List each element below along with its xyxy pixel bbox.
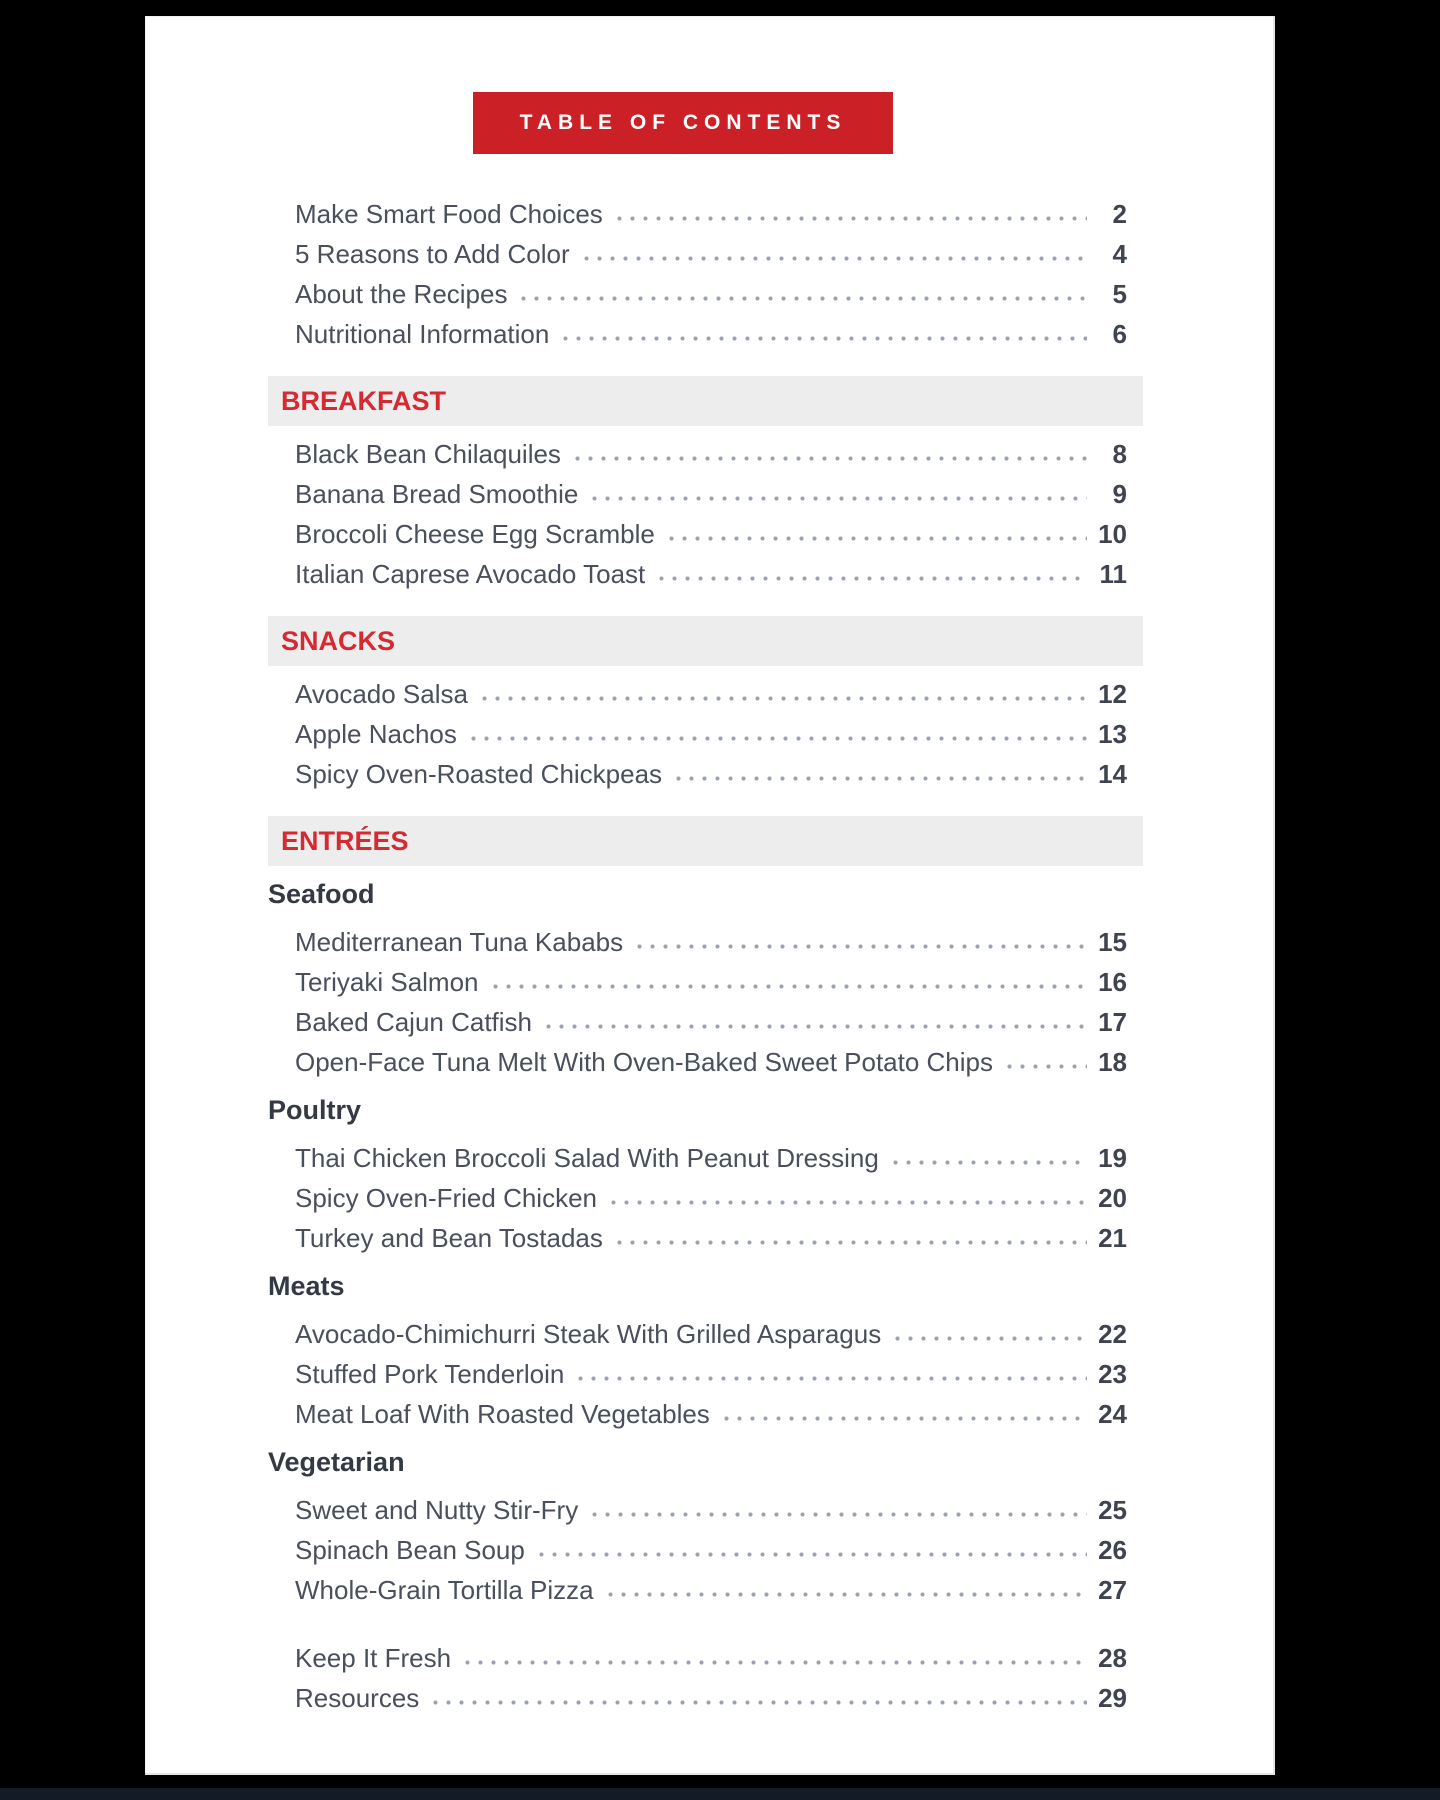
toc-entry-title: Sweet and Nutty Stir-Fry — [295, 1494, 579, 1525]
toc-entry — [268, 1314, 1143, 1354]
toc-entry — [268, 274, 1143, 314]
dot-leader — [672, 754, 1087, 794]
toc-entry — [268, 434, 1143, 474]
toc-entry — [268, 554, 1143, 594]
toc-entry-page-number: 22 — [1098, 1318, 1127, 1349]
dot-leader — [571, 434, 1087, 474]
toc-entry-page-number: 21 — [1098, 1222, 1127, 1253]
dot-leader — [891, 1314, 1087, 1354]
dot-leader — [535, 1530, 1087, 1570]
toc-entry-title: Stuffed Pork Tenderloin — [295, 1358, 565, 1389]
toc-entry — [268, 1678, 1143, 1718]
dot-leader — [588, 1490, 1087, 1530]
toc-entry-title: Thai Chicken Broccoli Salad With Peanut Dressing — [295, 1142, 879, 1173]
toc-entry-page-number: 13 — [1098, 718, 1127, 749]
dot-leader — [574, 1354, 1087, 1394]
toc-entry-title: Mediterranean Tuna Kababs — [295, 926, 624, 957]
toc-entry-page-number: 15 — [1098, 926, 1127, 957]
toc-entry — [268, 754, 1143, 794]
toc-entry-title: About the Recipes — [295, 278, 508, 309]
dot-leader — [889, 1138, 1087, 1178]
dot-leader — [559, 314, 1087, 354]
toc-entry — [268, 1394, 1143, 1434]
toc-entry-title: 5 Reasons to Add Color — [295, 238, 570, 269]
toc-entry-title: Turkey and Bean Tostadas — [295, 1222, 603, 1253]
subsection-title: Vegetarian — [268, 1446, 405, 1477]
dot-leader — [429, 1678, 1087, 1718]
toc-entry-page-number: 29 — [1098, 1682, 1127, 1713]
dot-leader — [613, 194, 1087, 234]
dot-leader — [588, 474, 1087, 514]
subsection-title: Seafood — [268, 878, 375, 909]
dot-leader — [517, 274, 1087, 314]
toc-entry-group — [268, 1138, 1143, 1258]
toc-entry — [268, 514, 1143, 554]
toc-entry-page-number: 11 — [1099, 558, 1127, 589]
toc-entry-page-number: 12 — [1098, 678, 1127, 709]
toc-entry-page-number: 19 — [1098, 1142, 1127, 1173]
toc-entry-page-number: 27 — [1098, 1574, 1127, 1605]
toc-entry — [268, 1490, 1143, 1530]
dot-leader — [542, 1002, 1087, 1042]
toc-entry-group — [268, 194, 1143, 354]
section-title: SNACKS — [281, 625, 396, 656]
toc-entry — [268, 1042, 1143, 1082]
toc-entry — [268, 1638, 1143, 1678]
section-header-bar — [268, 616, 1143, 666]
toc-entry-page-number: 17 — [1098, 1006, 1127, 1037]
toc-entry-page-number: 8 — [1112, 438, 1127, 469]
toc-entry-page-number: 24 — [1098, 1398, 1127, 1429]
section-title: ENTRÉES — [281, 825, 409, 856]
toc-entry-page-number: 14 — [1098, 758, 1127, 789]
toc-entry-title: Nutritional Information — [295, 318, 550, 349]
toc-entry-page-number: 9 — [1112, 478, 1127, 509]
toc-entry — [268, 1570, 1143, 1610]
dot-leader — [1003, 1042, 1087, 1082]
toc-entry — [268, 474, 1143, 514]
toc-entry-group — [268, 922, 1143, 1082]
toc-entry-title: Whole-Grain Tortilla Pizza — [295, 1574, 594, 1605]
toc-entry-title: Spinach Bean Soup — [295, 1534, 525, 1565]
toc-entry — [268, 714, 1143, 754]
toc-entry-page-number: 20 — [1098, 1182, 1127, 1213]
toc-entry-title: Banana Bread Smoothie — [295, 478, 579, 509]
toc-entry — [268, 1530, 1143, 1570]
toc-entry — [268, 674, 1143, 714]
table-of-contents-title: TABLE OF CONTENTS — [519, 111, 847, 134]
toc-entry-title: Italian Caprese Avocado Toast — [295, 558, 646, 589]
dot-leader — [467, 714, 1087, 754]
toc-entry-page-number: 2 — [1112, 198, 1127, 229]
dot-leader — [633, 922, 1087, 962]
dot-leader — [604, 1570, 1087, 1610]
toc-entry-title: Meat Loaf With Roasted Vegetables — [295, 1398, 710, 1429]
bottom-edge-strip — [0, 1788, 1440, 1800]
dot-leader — [580, 234, 1087, 274]
toc-list — [268, 194, 1143, 1718]
toc-entry-page-number: 25 — [1098, 1494, 1127, 1525]
dot-leader — [478, 674, 1087, 714]
toc-entry — [268, 962, 1143, 1002]
section-header-bar — [268, 376, 1143, 426]
toc-entry-page-number: 5 — [1112, 278, 1127, 309]
toc-entry-title: Black Bean Chilaquiles — [295, 438, 561, 469]
subsection-title: Poultry — [268, 1094, 362, 1125]
toc-entry — [268, 1218, 1143, 1258]
toc-entry-title: Avocado-Chimichurri Steak With Grilled Asparagus — [295, 1318, 882, 1349]
toc-entry — [268, 234, 1143, 274]
table-of-contents-banner — [473, 92, 893, 154]
toc-entry-title: Avocado Salsa — [295, 678, 468, 709]
dot-leader — [489, 962, 1087, 1002]
toc-entry — [268, 1354, 1143, 1394]
toc-entry-group — [268, 1490, 1143, 1610]
toc-entry-title: Resources — [295, 1682, 420, 1713]
dot-leader — [720, 1394, 1087, 1434]
toc-entry — [268, 1178, 1143, 1218]
toc-entry-title: Spicy Oven-Roasted Chickpeas — [295, 758, 663, 789]
toc-entry-group — [268, 674, 1143, 794]
toc-entry-group — [268, 434, 1143, 594]
subsection-title: Meats — [268, 1270, 345, 1301]
toc-entry — [268, 194, 1143, 234]
dot-leader — [607, 1178, 1087, 1218]
section-title: BREAKFAST — [281, 385, 447, 416]
dot-leader — [461, 1638, 1087, 1678]
toc-entry — [268, 1002, 1143, 1042]
dot-leader — [655, 554, 1087, 594]
dot-leader — [665, 514, 1087, 554]
toc-entry-page-number: 6 — [1112, 318, 1127, 349]
toc-entry-group — [268, 1314, 1143, 1434]
toc-entry-title: Broccoli Cheese Egg Scramble — [295, 518, 655, 549]
toc-entry — [268, 922, 1143, 962]
toc-entry-title: Teriyaki Salmon — [295, 966, 479, 997]
toc-entry-title: Open-Face Tuna Melt With Oven-Baked Sweet Potato Chips — [295, 1046, 994, 1077]
toc-entry-page-number: 18 — [1098, 1046, 1127, 1077]
toc-entry-title: Baked Cajun Catfish — [295, 1006, 533, 1037]
section-header-bar — [268, 816, 1143, 866]
toc-entry-title: Apple Nachos — [295, 718, 457, 749]
toc-entry — [268, 1138, 1143, 1178]
toc-entry-page-number: 16 — [1098, 966, 1127, 997]
toc-entry-page-number: 28 — [1098, 1642, 1127, 1673]
document-page — [145, 16, 1275, 1775]
toc-entry-page-number: 26 — [1098, 1534, 1127, 1565]
dot-leader — [613, 1218, 1087, 1258]
toc-entry-title: Make Smart Food Choices — [295, 198, 603, 229]
toc-entry-title: Keep It Fresh — [295, 1642, 452, 1673]
spacer — [268, 1610, 1143, 1638]
toc-entry-group — [268, 1638, 1143, 1718]
toc-entry-page-number: 10 — [1098, 518, 1127, 549]
toc-entry-title: Spicy Oven-Fried Chicken — [295, 1182, 597, 1213]
toc-entry — [268, 314, 1143, 354]
toc-entry-page-number: 23 — [1098, 1358, 1127, 1389]
toc-entry-page-number: 4 — [1112, 238, 1127, 269]
